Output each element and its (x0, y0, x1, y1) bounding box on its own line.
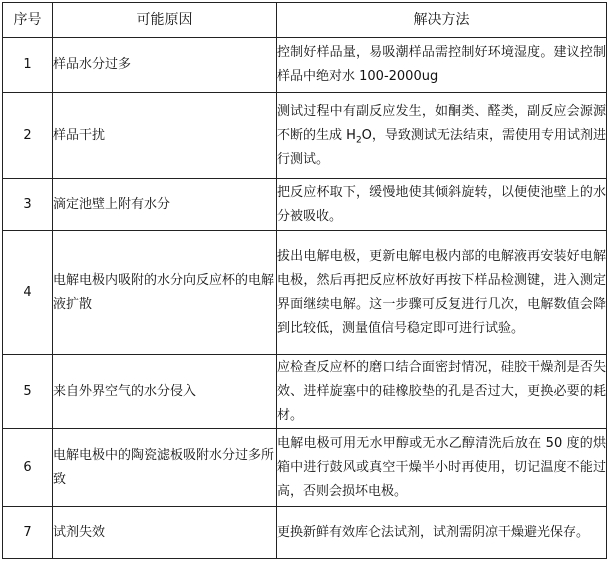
row-number: 1 (3, 38, 53, 93)
table-row (3, 231, 607, 355)
solution-cell: 更换新鲜有效库仑法试剂，试剂需阴凉干燥避光保存。 (277, 507, 607, 559)
solution-cell: 把反应杯取下，缓慢地使其倾斜旋转，以便使池壁上的水分被吸收。 (277, 179, 607, 231)
cause-cell: 滴定池壁上附有水分 (53, 179, 277, 231)
solution-text-part: O，导致测试无法结束，需使用专用试剂进行测试。 (277, 127, 606, 167)
cause-cell: 电解电极内吸附的水分向反应杯的电解液扩散 (53, 231, 277, 355)
troubleshooting-table (2, 2, 607, 559)
row-number: 3 (3, 179, 53, 231)
row-number: 5 (3, 355, 53, 429)
table-row (3, 507, 607, 559)
header-solution: 解决方法 (277, 3, 607, 38)
row-number: 2 (3, 93, 53, 179)
solution-cell: 拔出电解电极，更新电解电极内部的电解液再安装好电解电极，然后再把反应杯放好再按下样品检测键，进入测定界面继续电解。这一步骤可反复进行几次，电解数值会降到比较低，测量值信号稳定即可进行试验。 (277, 231, 607, 355)
solution-cell: 电解电极可用无水甲醇或无水乙醇清洗后放在 50 度的烘箱中进行鼓风或真空干燥半小时再使用，切记温度不能过高，否则会损坏电极。 (277, 429, 607, 507)
solution-cell (277, 93, 607, 179)
solution-cell: 控制好样品量，易吸潮样品需控制好环境湿度。建议控制样品中绝对水 100-2000ug (277, 38, 607, 93)
cause-cell: 样品干扰 (53, 93, 277, 179)
row-number: 4 (3, 231, 53, 355)
table-row (3, 179, 607, 231)
header-row (3, 3, 607, 38)
table-row (3, 355, 607, 429)
cause-cell: 来自外界空气的水分侵入 (53, 355, 277, 429)
table-row (3, 93, 607, 179)
table-row (3, 429, 607, 507)
row-number: 6 (3, 429, 53, 507)
solution-text-part: 测试过程中有副反应发生，如酮类、醛类，副反应会源源不断的生成 H (277, 103, 606, 143)
solution-cell: 应检查反应杯的磨口结合面密封情况，硅胶干燥剂是否失效、进样旋塞中的硅橡胶垫的孔是否过大，更换必要的耗材。 (277, 355, 607, 429)
row-number: 7 (3, 507, 53, 559)
header-cause: 可能原因 (53, 3, 277, 38)
header-no: 序号 (3, 3, 53, 38)
cause-cell: 样品水分过多 (53, 38, 277, 93)
cause-cell: 试剂失效 (53, 507, 277, 559)
subscript-2: 2 (355, 135, 362, 146)
cause-cell: 电解电极中的陶瓷滤板吸附水分过多所致 (53, 429, 277, 507)
table-row (3, 38, 607, 93)
